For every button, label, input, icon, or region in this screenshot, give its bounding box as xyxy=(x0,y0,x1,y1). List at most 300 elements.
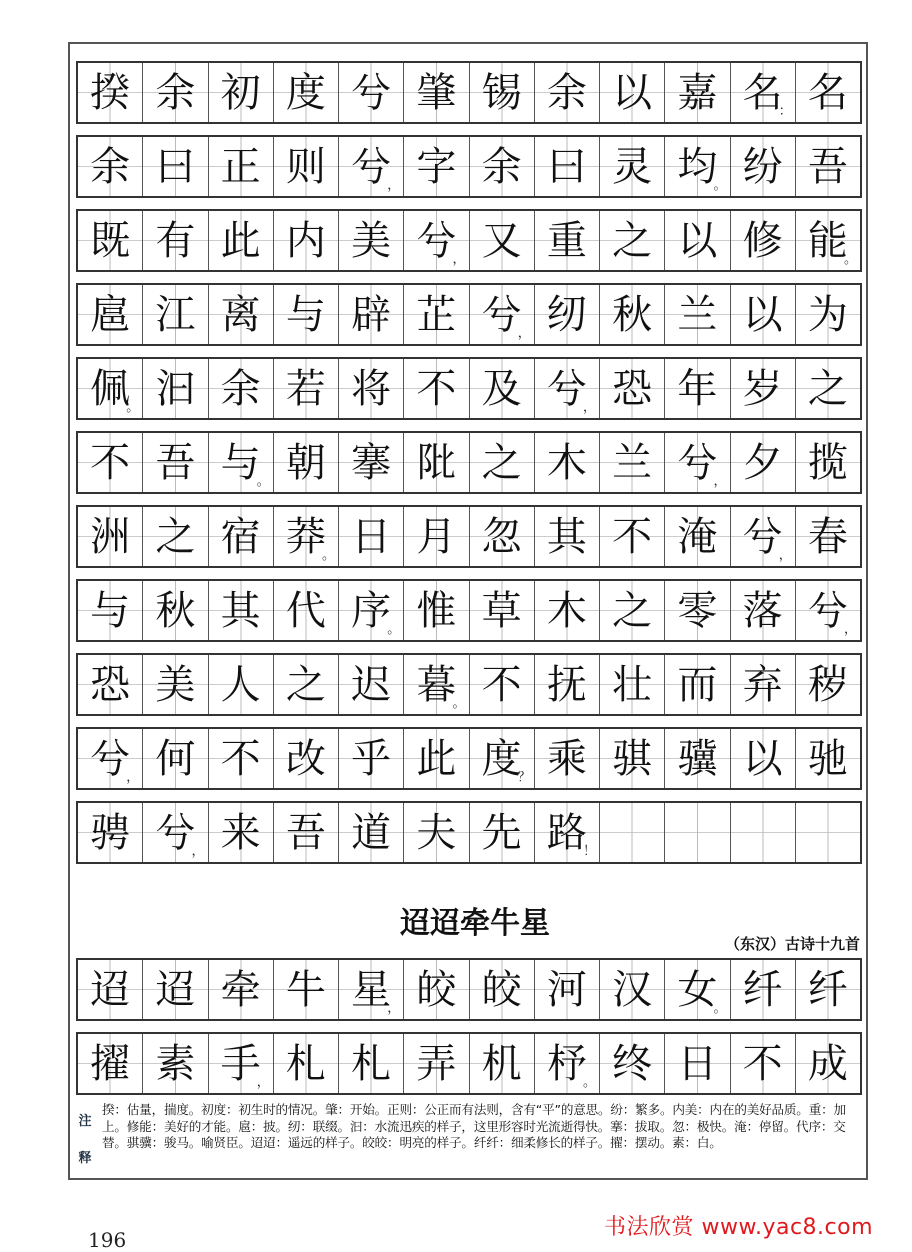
punctuation-mark: ， xyxy=(778,548,792,563)
grid-row xyxy=(76,357,862,420)
punctuation-mark: ， xyxy=(387,178,401,193)
grid-cell xyxy=(274,1034,339,1093)
grid-cell xyxy=(600,655,665,714)
character: 均 xyxy=(677,143,718,190)
grid-cell xyxy=(535,960,600,1019)
grid-cell xyxy=(535,211,600,270)
grid-cell xyxy=(78,729,143,788)
character: 曰 xyxy=(155,143,196,190)
notes-label-char: 释 xyxy=(78,1151,92,1166)
punctuation-mark: 。 xyxy=(582,1075,596,1090)
grid-cell xyxy=(209,960,274,1019)
grid-row xyxy=(76,727,862,790)
grid-cell xyxy=(470,581,535,640)
character: 若 xyxy=(285,365,326,412)
grid-cell xyxy=(731,507,796,566)
grid-cell xyxy=(600,137,665,196)
character: 兮 xyxy=(351,143,392,190)
grid-cell xyxy=(796,137,860,196)
grid-row xyxy=(76,801,862,864)
grid-row xyxy=(76,653,862,716)
punctuation-mark: ， xyxy=(452,252,466,267)
grid-cell xyxy=(404,63,469,122)
character: 迢 xyxy=(90,966,131,1013)
character: 曰 xyxy=(546,143,587,190)
character: 暮 xyxy=(416,661,457,708)
grid-cell xyxy=(535,1034,600,1093)
grid-cell xyxy=(143,581,208,640)
grid-cell xyxy=(339,63,404,122)
character: 兰 xyxy=(612,439,653,486)
grid-cell xyxy=(665,507,730,566)
grid-cell xyxy=(209,285,274,344)
grid-cell xyxy=(470,803,535,862)
grid-cell xyxy=(143,960,208,1019)
character: 皎 xyxy=(481,966,522,1013)
grid-cell xyxy=(143,63,208,122)
punctuation-mark: ， xyxy=(517,326,531,341)
character: 之 xyxy=(481,439,522,486)
character: 骥 xyxy=(677,735,718,782)
character: 之 xyxy=(155,513,196,560)
grid-row xyxy=(76,579,862,642)
character: 有 xyxy=(155,217,196,264)
character: 素 xyxy=(155,1040,196,1087)
grid-cell xyxy=(404,960,469,1019)
character: 余 xyxy=(220,365,261,412)
character: 来 xyxy=(220,809,261,856)
notes-text: 揆：估量，揣度。初度：初生时的情况。肇：开始。正则：公正而有法则，含有“平”的意思。纷：繁多。内美：内在的美好品质。重：加上。修能：美好的才能。扈：披。纫：联缀。汩：水流迅疾的样子，这里形容时光流逝得快。搴：拔取。忽：极快。淹：停留。代序：交替。骐骥：骏马。喻贤臣。迢迢：遥远的样子。皎皎：明亮的样子。纤纤：细柔修长的样子。擢：摆动。素：白。 xyxy=(102,1102,846,1150)
character: 不 xyxy=(742,1040,783,1087)
grid-cell xyxy=(600,63,665,122)
grid-cell xyxy=(600,285,665,344)
grid-cell xyxy=(731,285,796,344)
grid-cell xyxy=(665,581,730,640)
notes-label xyxy=(74,1100,96,1176)
grid-cell xyxy=(274,655,339,714)
character: 春 xyxy=(807,513,848,560)
grid-cell xyxy=(209,581,274,640)
grid-cell xyxy=(470,655,535,714)
character: 改 xyxy=(285,735,326,782)
character: 何 xyxy=(155,735,196,782)
grid-cell xyxy=(274,359,339,418)
character: 不 xyxy=(481,661,522,708)
grid-cell xyxy=(143,803,208,862)
character: 之 xyxy=(612,217,653,264)
character: 兮 xyxy=(742,513,783,560)
grid-cell xyxy=(600,433,665,492)
grid-cell xyxy=(143,137,208,196)
character: 恐 xyxy=(90,661,131,708)
character: 朝 xyxy=(285,439,326,486)
character: 余 xyxy=(90,143,131,190)
grid-cell xyxy=(665,211,730,270)
grid-cell xyxy=(796,1034,860,1093)
character: 将 xyxy=(351,365,392,412)
grid-cell xyxy=(731,960,796,1019)
grid-cell xyxy=(535,507,600,566)
character: 驰 xyxy=(807,735,848,782)
grid-cell xyxy=(209,211,274,270)
character: 皎 xyxy=(416,966,457,1013)
grid-cell xyxy=(404,285,469,344)
poem2-author: （东汉）古诗十九首 xyxy=(724,935,860,953)
punctuation-mark: ， xyxy=(191,844,205,859)
grid-cell xyxy=(339,803,404,862)
character: 兮 xyxy=(351,69,392,116)
grid-cell xyxy=(404,729,469,788)
character: 能 xyxy=(807,217,848,264)
character: 揆 xyxy=(90,69,131,116)
grid-cell xyxy=(209,359,274,418)
character: 秋 xyxy=(612,291,653,338)
character: 美 xyxy=(351,217,392,264)
character: 内 xyxy=(285,217,326,264)
character: 人 xyxy=(220,661,261,708)
character: 草 xyxy=(481,587,522,634)
grid-cell xyxy=(665,960,730,1019)
grid-cell xyxy=(209,803,274,862)
character: 日 xyxy=(677,1040,718,1087)
punctuation-mark: 。 xyxy=(126,400,140,415)
character: 弃 xyxy=(742,661,783,708)
grid-cell xyxy=(665,285,730,344)
grid-cell xyxy=(143,285,208,344)
grid-cell xyxy=(665,1034,730,1093)
grid-cell xyxy=(796,63,860,122)
character: 与 xyxy=(220,439,261,486)
grid-cell xyxy=(731,211,796,270)
grid-cell xyxy=(143,655,208,714)
grid-cell xyxy=(274,729,339,788)
grid-cell xyxy=(274,960,339,1019)
character: 锡 xyxy=(481,69,522,116)
character: 机 xyxy=(481,1040,522,1087)
character: 吾 xyxy=(807,143,848,190)
character: 兮 xyxy=(677,439,718,486)
grid-cell xyxy=(339,137,404,196)
character: 牵 xyxy=(220,966,261,1013)
annotation-notes xyxy=(74,1100,864,1176)
character: 手 xyxy=(220,1040,261,1087)
grid-cell xyxy=(535,655,600,714)
grid-cell xyxy=(796,729,860,788)
character: 擢 xyxy=(90,1040,131,1087)
character: 字 xyxy=(416,143,457,190)
character: 嘉 xyxy=(677,69,718,116)
grid-cell xyxy=(470,359,535,418)
character: 芷 xyxy=(416,291,457,338)
grid-cell xyxy=(731,63,796,122)
character: 抚 xyxy=(546,661,587,708)
grid-cell xyxy=(600,729,665,788)
grid-cell xyxy=(143,433,208,492)
character: 夫 xyxy=(416,809,457,856)
character: 不 xyxy=(416,365,457,412)
character: 杼 xyxy=(546,1040,587,1087)
character: 以 xyxy=(742,291,783,338)
grid-cell xyxy=(78,211,143,270)
character: 揽 xyxy=(807,439,848,486)
grid-cell xyxy=(731,359,796,418)
grid-cell xyxy=(274,507,339,566)
grid-cell xyxy=(209,433,274,492)
grid-row xyxy=(76,958,862,1021)
character: 终 xyxy=(612,1040,653,1087)
character: 此 xyxy=(416,735,457,782)
grid-cell xyxy=(78,63,143,122)
character: 正 xyxy=(220,143,261,190)
punctuation-mark: ， xyxy=(126,770,140,785)
grid-cell xyxy=(404,433,469,492)
character: 木 xyxy=(546,587,587,634)
grid-cell xyxy=(731,655,796,714)
character: 序 xyxy=(351,587,392,634)
grid-cell xyxy=(535,137,600,196)
punctuation-mark: 。 xyxy=(713,1001,727,1016)
character: 忽 xyxy=(481,513,522,560)
character: 阰 xyxy=(416,439,457,486)
grid-cell xyxy=(404,655,469,714)
character: 之 xyxy=(807,365,848,412)
grid-cell xyxy=(143,729,208,788)
grid-cell xyxy=(731,1034,796,1093)
character: 纤 xyxy=(807,966,848,1013)
grid-cell xyxy=(470,960,535,1019)
grid-cell xyxy=(731,803,796,862)
grid-row xyxy=(76,431,862,494)
character: 以 xyxy=(612,69,653,116)
grid-cell xyxy=(404,1034,469,1093)
grid-row xyxy=(76,283,862,346)
grid-cell xyxy=(274,285,339,344)
grid-row xyxy=(76,135,862,198)
grid-cell xyxy=(274,63,339,122)
character: 吾 xyxy=(285,809,326,856)
grid-cell xyxy=(143,211,208,270)
grid-cell xyxy=(209,655,274,714)
grid-cell xyxy=(600,1034,665,1093)
grid-cell xyxy=(535,359,600,418)
character: 莽 xyxy=(285,513,326,560)
character: 骐 xyxy=(612,735,653,782)
grid-cell xyxy=(470,63,535,122)
character: 秽 xyxy=(807,661,848,708)
grid-cell xyxy=(404,137,469,196)
character: 恐 xyxy=(612,365,653,412)
grid-cell xyxy=(339,507,404,566)
grid-cell xyxy=(535,285,600,344)
character: 与 xyxy=(90,587,131,634)
grid-cell xyxy=(470,729,535,788)
grid-cell xyxy=(339,581,404,640)
grid-cell xyxy=(665,803,730,862)
grid-cell xyxy=(535,581,600,640)
character: 以 xyxy=(742,735,783,782)
character: 兰 xyxy=(677,291,718,338)
punctuation-mark: ， xyxy=(387,1001,401,1016)
grid-cell xyxy=(600,211,665,270)
site-watermark: 书法欣赏 www.yac8.com xyxy=(604,1215,874,1240)
grid-cell xyxy=(731,729,796,788)
character: 落 xyxy=(742,587,783,634)
character: 美 xyxy=(155,661,196,708)
grid-cell xyxy=(339,960,404,1019)
character: 夕 xyxy=(742,439,783,486)
character: 兮 xyxy=(546,365,587,412)
character: 札 xyxy=(285,1040,326,1087)
notes-label-char: 注 xyxy=(78,1114,92,1129)
character: 余 xyxy=(481,143,522,190)
grid-cell xyxy=(796,359,860,418)
grid-cell xyxy=(339,1034,404,1093)
character: 纫 xyxy=(546,291,587,338)
character: 兮 xyxy=(807,587,848,634)
character: 零 xyxy=(677,587,718,634)
character: 纤 xyxy=(742,966,783,1013)
grid-cell xyxy=(535,63,600,122)
grid-cell xyxy=(404,507,469,566)
character: 壮 xyxy=(612,661,653,708)
character: 则 xyxy=(285,143,326,190)
grid-cell xyxy=(796,581,860,640)
character: 岁 xyxy=(742,365,783,412)
punctuation-mark: 。 xyxy=(713,178,727,193)
grid-cell xyxy=(404,581,469,640)
grid-cell xyxy=(535,729,600,788)
grid-cell xyxy=(78,359,143,418)
character: 纷 xyxy=(742,143,783,190)
character: 其 xyxy=(220,587,261,634)
character: 年 xyxy=(677,365,718,412)
grid-cell xyxy=(404,359,469,418)
punctuation-mark: ， xyxy=(256,1075,270,1090)
character: 惟 xyxy=(416,587,457,634)
grid-cell xyxy=(796,507,860,566)
character: 及 xyxy=(481,365,522,412)
character: 兮 xyxy=(416,217,457,264)
grid-cell xyxy=(470,433,535,492)
grid-cell xyxy=(78,507,143,566)
grid-cell xyxy=(274,803,339,862)
grid-cell xyxy=(600,507,665,566)
grid-cell xyxy=(665,433,730,492)
grid-cell xyxy=(209,507,274,566)
character: 道 xyxy=(351,809,392,856)
grid-cell xyxy=(339,285,404,344)
grid-cell xyxy=(209,63,274,122)
poem1-grid xyxy=(76,61,862,875)
grid-cell xyxy=(731,581,796,640)
character: 名 xyxy=(807,69,848,116)
character: 淹 xyxy=(677,513,718,560)
character: 迟 xyxy=(351,661,392,708)
grid-cell xyxy=(339,211,404,270)
character: 迢 xyxy=(155,966,196,1013)
character: 度 xyxy=(285,69,326,116)
grid-row xyxy=(76,1032,862,1095)
grid-cell xyxy=(796,655,860,714)
character: 兮 xyxy=(155,809,196,856)
character: 离 xyxy=(220,291,261,338)
character: 乘 xyxy=(546,735,587,782)
grid-cell xyxy=(209,1034,274,1093)
punctuation-mark: ： xyxy=(778,104,792,119)
grid-row xyxy=(76,209,862,272)
grid-cell xyxy=(665,729,730,788)
character: 牛 xyxy=(285,966,326,1013)
character: 女 xyxy=(677,966,718,1013)
grid-cell xyxy=(78,960,143,1019)
character: 肇 xyxy=(416,69,457,116)
punctuation-mark: ， xyxy=(843,622,857,637)
grid-cell xyxy=(470,1034,535,1093)
grid-cell xyxy=(796,211,860,270)
punctuation-mark: 。 xyxy=(387,622,401,637)
grid-cell xyxy=(665,655,730,714)
character: 吾 xyxy=(155,439,196,486)
punctuation-mark: 。 xyxy=(452,696,466,711)
character: 先 xyxy=(481,809,522,856)
character: 之 xyxy=(612,587,653,634)
grid-cell xyxy=(78,1034,143,1093)
grid-row xyxy=(76,61,862,124)
grid-cell xyxy=(796,433,860,492)
grid-cell xyxy=(796,285,860,344)
grid-cell xyxy=(209,729,274,788)
page-number: 196 xyxy=(88,1228,127,1252)
grid-cell xyxy=(209,137,274,196)
grid-cell xyxy=(796,803,860,862)
character: 之 xyxy=(285,661,326,708)
character: 修 xyxy=(742,217,783,264)
grid-cell xyxy=(470,285,535,344)
grid-cell xyxy=(143,359,208,418)
grid-cell xyxy=(470,211,535,270)
grid-cell xyxy=(143,1034,208,1093)
character: 其 xyxy=(546,513,587,560)
character: 代 xyxy=(285,587,326,634)
punctuation-mark: 。 xyxy=(256,474,270,489)
grid-cell xyxy=(339,729,404,788)
punctuation-mark: 。 xyxy=(843,252,857,267)
grid-cell xyxy=(78,137,143,196)
character: 汩 xyxy=(155,365,196,412)
grid-row xyxy=(76,505,862,568)
grid-cell xyxy=(600,960,665,1019)
grid-cell xyxy=(143,507,208,566)
character: 江 xyxy=(155,291,196,338)
character: 路 xyxy=(546,809,587,856)
grid-cell xyxy=(78,803,143,862)
character: 河 xyxy=(546,966,587,1013)
grid-cell xyxy=(535,803,600,862)
grid-cell xyxy=(274,433,339,492)
punctuation-mark: ！ xyxy=(582,844,596,859)
grid-cell xyxy=(600,359,665,418)
character: 度 xyxy=(481,735,522,782)
grid-cell xyxy=(731,433,796,492)
character: 日 xyxy=(351,513,392,560)
character: 洲 xyxy=(90,513,131,560)
character: 余 xyxy=(546,69,587,116)
character: 木 xyxy=(546,439,587,486)
character: 兮 xyxy=(481,291,522,338)
grid-cell xyxy=(339,359,404,418)
character: 弄 xyxy=(416,1040,457,1087)
grid-cell xyxy=(339,655,404,714)
